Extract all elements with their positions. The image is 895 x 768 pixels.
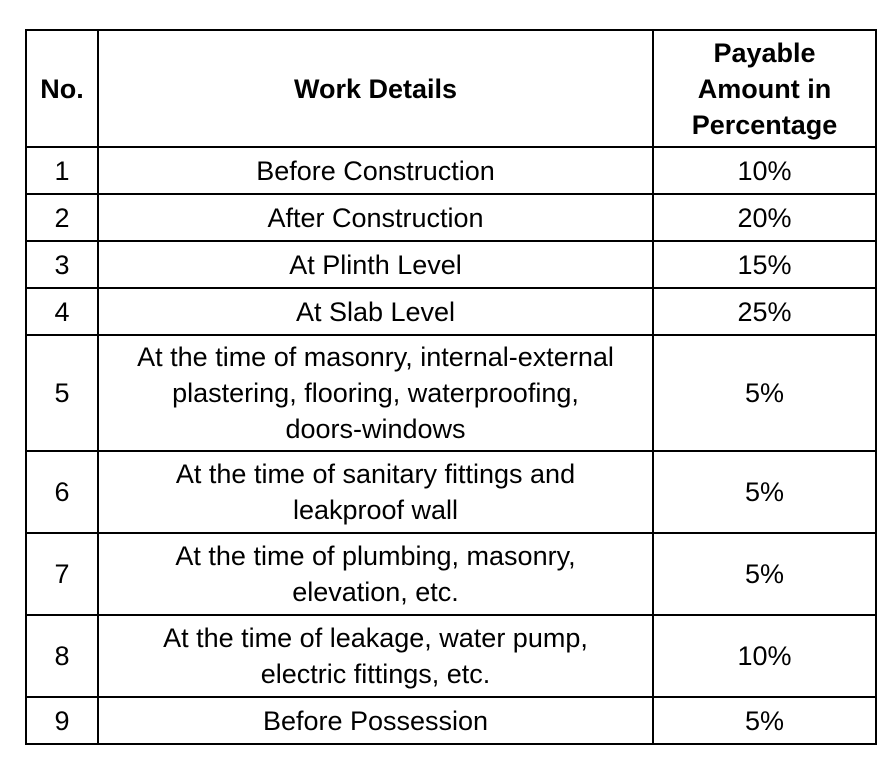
- payable-amount-cell: 20%: [653, 194, 876, 241]
- row-no-cell: 2: [26, 194, 98, 241]
- table-row: [26, 194, 876, 241]
- work-details-line: At Plinth Level: [289, 249, 462, 280]
- work-details-cell: [98, 147, 653, 194]
- payable-amount-cell: 5%: [653, 697, 876, 744]
- table-row: [26, 615, 876, 697]
- work-details-cell: [98, 241, 653, 288]
- payable-amount-cell: 10%: [653, 615, 876, 697]
- header-row: [26, 30, 876, 147]
- row-no-cell: 5: [26, 335, 98, 451]
- table-row: [26, 288, 876, 335]
- header-payable-amount-line: Amount in: [697, 73, 832, 104]
- header-payable-amount: [653, 30, 876, 147]
- work-details-line: At the time of masonry, internal-external: [137, 342, 614, 372]
- payable-amount-cell: 5%: [653, 335, 876, 451]
- work-details-line: At the time of plumbing, masonry,: [175, 541, 576, 571]
- row-no-cell: 8: [26, 615, 98, 697]
- work-details-cell: [98, 615, 653, 697]
- work-details-line: elevation, etc.: [292, 577, 459, 607]
- work-details-line: doors-windows: [285, 414, 466, 444]
- work-details-line: At the time of sanitary fittings and: [175, 459, 576, 489]
- work-details-line: Before Possession: [262, 705, 489, 736]
- payable-amount-cell: 5%: [653, 451, 876, 533]
- row-no-cell: 4: [26, 288, 98, 335]
- row-no-cell: 7: [26, 533, 98, 615]
- table-header: [26, 30, 876, 147]
- payable-amount-cell: 5%: [653, 533, 876, 615]
- header-payable-amount-line: Percentage: [691, 109, 838, 140]
- work-details-cell: [98, 451, 653, 533]
- row-no-cell: 9: [26, 697, 98, 744]
- row-no-cell: 3: [26, 241, 98, 288]
- table-row: [26, 335, 876, 451]
- work-details-line: Before Construction: [256, 155, 495, 186]
- table-row: [26, 147, 876, 194]
- header-payable-amount-line: Payable: [713, 37, 816, 68]
- work-details-line: plastering, flooring, waterproofing,: [172, 378, 579, 408]
- work-details-cell: [98, 194, 653, 241]
- row-no-cell: 1: [26, 147, 98, 194]
- payable-amount-cell: 15%: [653, 241, 876, 288]
- table-row: [26, 533, 876, 615]
- work-details-cell: [98, 288, 653, 335]
- payable-amount-cell: 25%: [653, 288, 876, 335]
- table-body: [26, 147, 876, 744]
- payment-schedule-table: [25, 29, 877, 745]
- work-details-line: At the time of leakage, water pump,: [163, 623, 588, 653]
- row-no-cell: 6: [26, 451, 98, 533]
- work-details-cell: [98, 533, 653, 615]
- work-details-cell: [98, 697, 653, 744]
- header-no: No.: [26, 30, 98, 147]
- work-details-cell: [98, 335, 653, 451]
- table-row: [26, 451, 876, 533]
- header-work-details: Work Details: [98, 30, 653, 147]
- work-details-line: leakproof wall: [292, 495, 459, 525]
- table-row: [26, 697, 876, 744]
- work-details-line: At Slab Level: [295, 296, 456, 327]
- payable-amount-cell: 10%: [653, 147, 876, 194]
- work-details-line: After Construction: [267, 202, 484, 233]
- table-row: [26, 241, 876, 288]
- work-details-line: electric fittings, etc.: [260, 659, 491, 689]
